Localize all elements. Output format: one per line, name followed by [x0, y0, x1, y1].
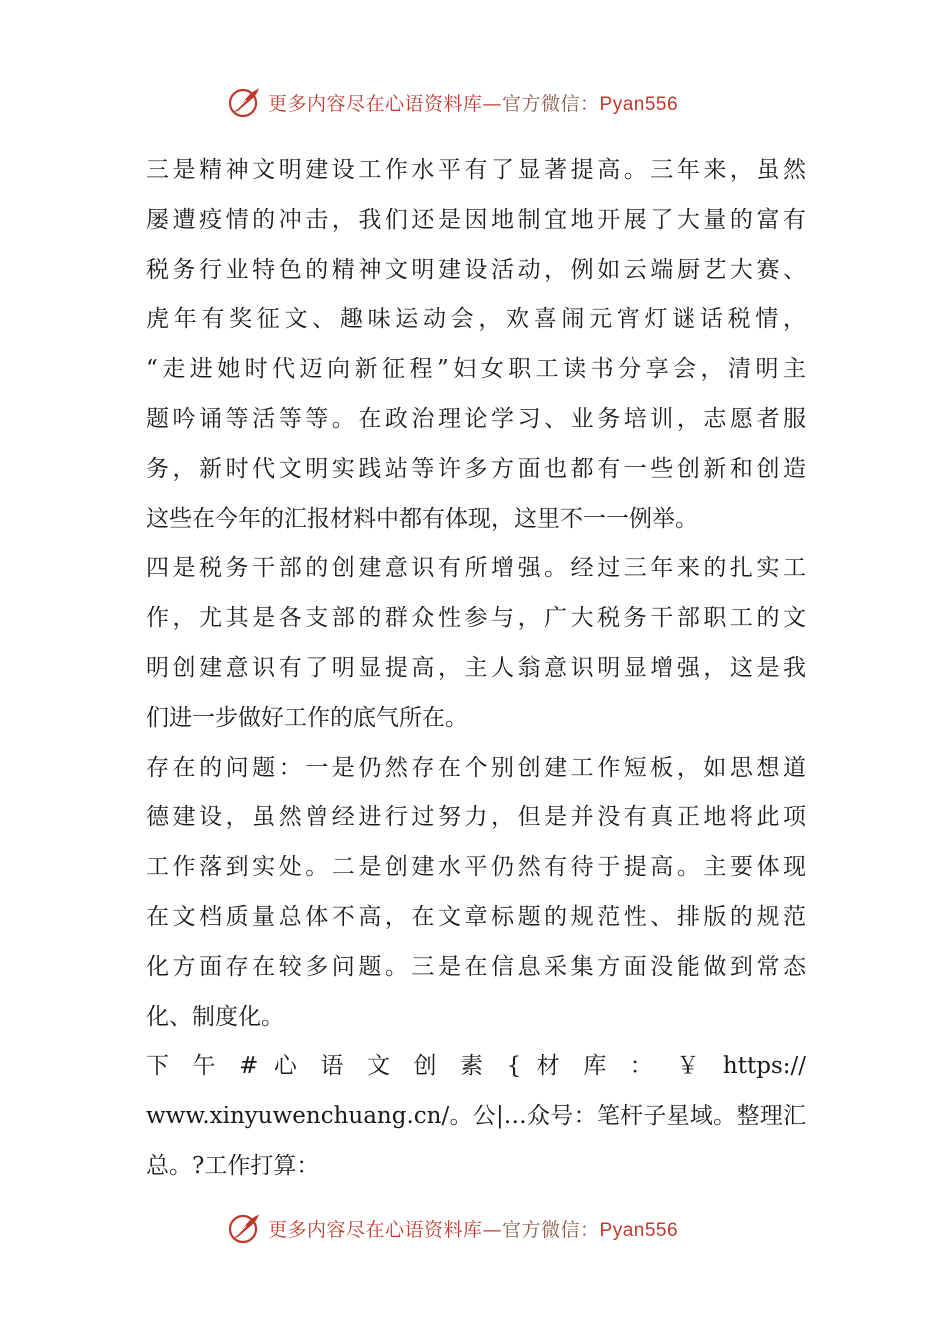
body-line: 这些在今年的汇报材料中都有体现，这里不一一例举。 [146, 505, 698, 532]
banner-main-text: 更多内容尽在心语资料库 [268, 92, 483, 115]
footer-banner [226, 1208, 746, 1248]
body-line: 虎年有奖征文、趣味运动会，欢喜闹元宵灯谜话税情， [146, 306, 806, 333]
banner-text [268, 1215, 678, 1242]
quill-logo-icon [226, 84, 262, 120]
body-line: 们进一步做好工作的底气所在。 [146, 704, 468, 731]
body-line: 作，尤其是各支部的群众性参与，广大税务干部职工的文 [146, 605, 806, 632]
body-line: 化、制度化。 [146, 1003, 284, 1030]
body-line: 工作落到实处。二是创建水平仍然有待于提高。主要体现 [146, 854, 806, 881]
body-line: “走进她时代迈向新征程”妇女职工读书分享会，清明主 [146, 356, 806, 383]
banner-wechat-label: 官方微信： [502, 1218, 600, 1241]
banner-wechat-id: Pyan556 [599, 1219, 679, 1241]
body-line: 屡遭疫情的冲击，我们还是因地制宜地开展了大量的富有 [146, 206, 806, 233]
body-line: 德建设，虽然曾经进行过努力，但是并没有真正地将此项 [146, 804, 806, 831]
banner-text [268, 89, 678, 116]
banner-dash: — [482, 92, 503, 115]
body-line: 总。?工作打算： [146, 1152, 320, 1179]
body-line: 下 午 # 心 语 文 创 素 { 材 库 ： ￥ https:// [146, 1053, 806, 1080]
banner-dash: — [482, 1218, 503, 1241]
body-line: 务，新时代文明实践站等许多方面也都有一些创新和创造 [146, 455, 806, 482]
banner-main-text: 更多内容尽在心语资料库 [268, 1218, 483, 1241]
body-line: 存在的问题：一是仍然存在个别创建工作短板，如思想道 [146, 754, 806, 781]
body-line: 明创建意识有了明显提高，主人翁意识明显增强，这是我 [146, 654, 806, 681]
body-line: www.xinyuwenchuang.cn/。公|…众号：笔杆子星域。整理汇 [146, 1103, 806, 1130]
body-line: 在文档质量总体不高，在文章标题的规范性、排版的规范 [146, 903, 806, 930]
body-line: 化方面存在较多问题。三是在信息采集方面没能做到常态 [146, 953, 806, 980]
banner-wechat-id: Pyan556 [599, 93, 679, 115]
body-line: 税务行业特色的精神文明建设活动，例如云端厨艺大赛、 [146, 256, 806, 283]
body-line: 题吟诵等活等等。在政治理论学习、业务培训，志愿者服 [146, 405, 806, 432]
header-banner [226, 82, 746, 122]
document-body [146, 146, 806, 1192]
quill-logo-icon [226, 1210, 262, 1246]
body-line: 四是税务干部的创建意识有所增强。经过三年来的扎实工 [146, 555, 806, 582]
banner-wechat-label: 官方微信： [502, 92, 600, 115]
body-line: 三是精神文明建设工作水平有了显著提高。三年来，虽然 [146, 157, 806, 183]
